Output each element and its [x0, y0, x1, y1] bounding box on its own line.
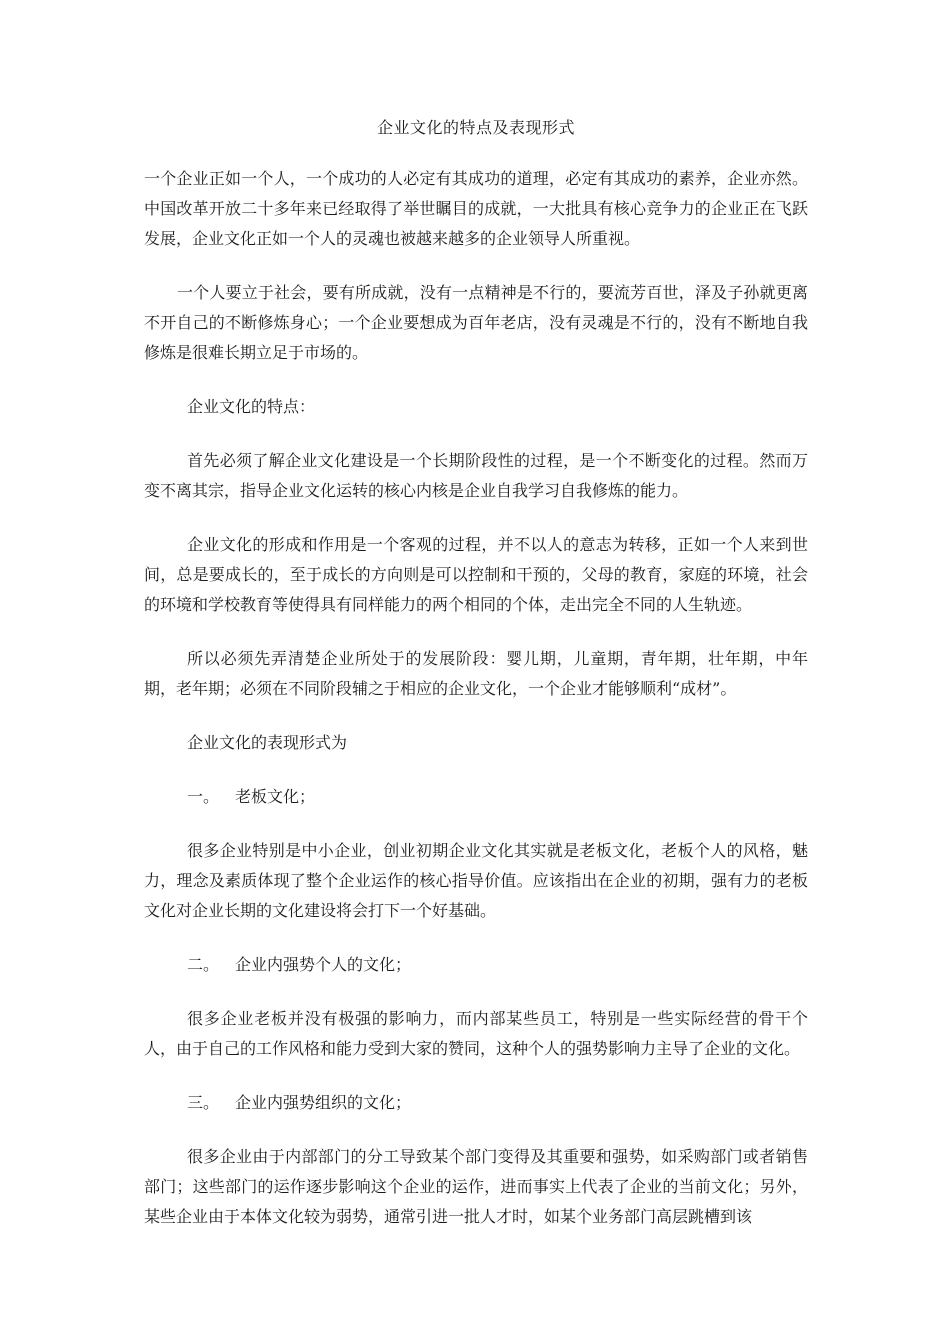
paragraph-features-2: 企业文化的形成和作用是一个客观的过程，并不以人的意志为转移，正如一个人来到世间，总是要成长的，至于成长的方向则是可以控制和干预的，父母的教育，家庭的环境，社会的环境和学校教育等使得具有同样能力的两个相同的个体，走出完全不同的人生轨迹。: [144, 535, 808, 614]
paragraph-features-1: 首先必须了解企业文化建设是一个长期阶段性的过程，是一个不断变化的过程。然而万变不离其宗，指导企业文化运转的核心内核是企业自我学习自我修炼的能力。: [144, 451, 808, 500]
document-body: [144, 114, 808, 1256]
heading-forms: 企业文化的表现形式为: [187, 733, 348, 752]
paragraph-individual-culture: 很多企业老板并没有极强的影响力，而内部某些员工，特别是一些实际经营的骨干个人，由于自己的工作风格和能力受到大家的赞同，这种个人的强势影响力主导了企业的文化。: [144, 1009, 808, 1058]
paragraph-intro: 一个企业正如一个人，一个成功的人必定有其成功的道理，必定有其成功的素养，企业亦然。中国改革开放二十多年来已经取得了举世瞩目的成就，一大批具有核心竞争力的企业正在飞跃发展，企业文化正如一个人的灵魂也被越来越多的企业领导人所重视。: [144, 169, 808, 248]
heading-features: 企业文化的特点：: [187, 397, 316, 416]
section-heading-1: [144, 782, 808, 812]
section-title-2: 企业内强势个人的文化；: [235, 955, 412, 974]
paragraph-boss-culture: 很多企业特别是中小企业，创业初期企业文化其实就是老板文化，老板个人的风格，魅力，理念及素质体现了整个企业运作的核心指导价值。应该指出在企业的初期，强有力的老板文化对企业长期的文化建设将会打下一个好基础。: [144, 841, 808, 920]
section-number-2: 二。: [187, 955, 220, 974]
section-heading-2: [144, 950, 808, 980]
paragraph-organization-culture: 很多企业由于内部部门的分工导致某个部门变得及其重要和强势，如采购部门或者销售部门；这些部门的运作逐步影响这个企业的运作，进而事实上代表了企业的当前文化；另外，某些企业由于本体文化较为弱势，通常引进一批人才时，如某个业务部门高层跳槽到该: [144, 1147, 808, 1226]
section-number-1: 一。: [187, 787, 220, 806]
section-number-3: 三。: [187, 1093, 220, 1112]
document-title: 企业文化的特点及表现形式: [376, 118, 575, 137]
paragraph-features-3: 所以必须先弄清楚企业所处于的发展阶段：婴儿期，儿童期，青年期，壮年期，中年期，老年期；必须在不同阶段辅之于相应的企业文化，一个企业才能够顺利“成材”。: [144, 649, 808, 698]
section-heading-3: [144, 1088, 808, 1118]
paragraph-spirit: 一个人要立于社会，要有所成就，没有一点精神是不行的，要流芳百世，泽及子孙就更离不开自己的不断修炼身心；一个企业要想成为百年老店，没有灵魂是不行的，没有不断地自我修炼是很难长期立足于市场的。: [144, 283, 808, 362]
section-title-3: 企业内强势组织的文化；: [235, 1093, 412, 1112]
section-title-1: 老板文化；: [235, 787, 316, 806]
